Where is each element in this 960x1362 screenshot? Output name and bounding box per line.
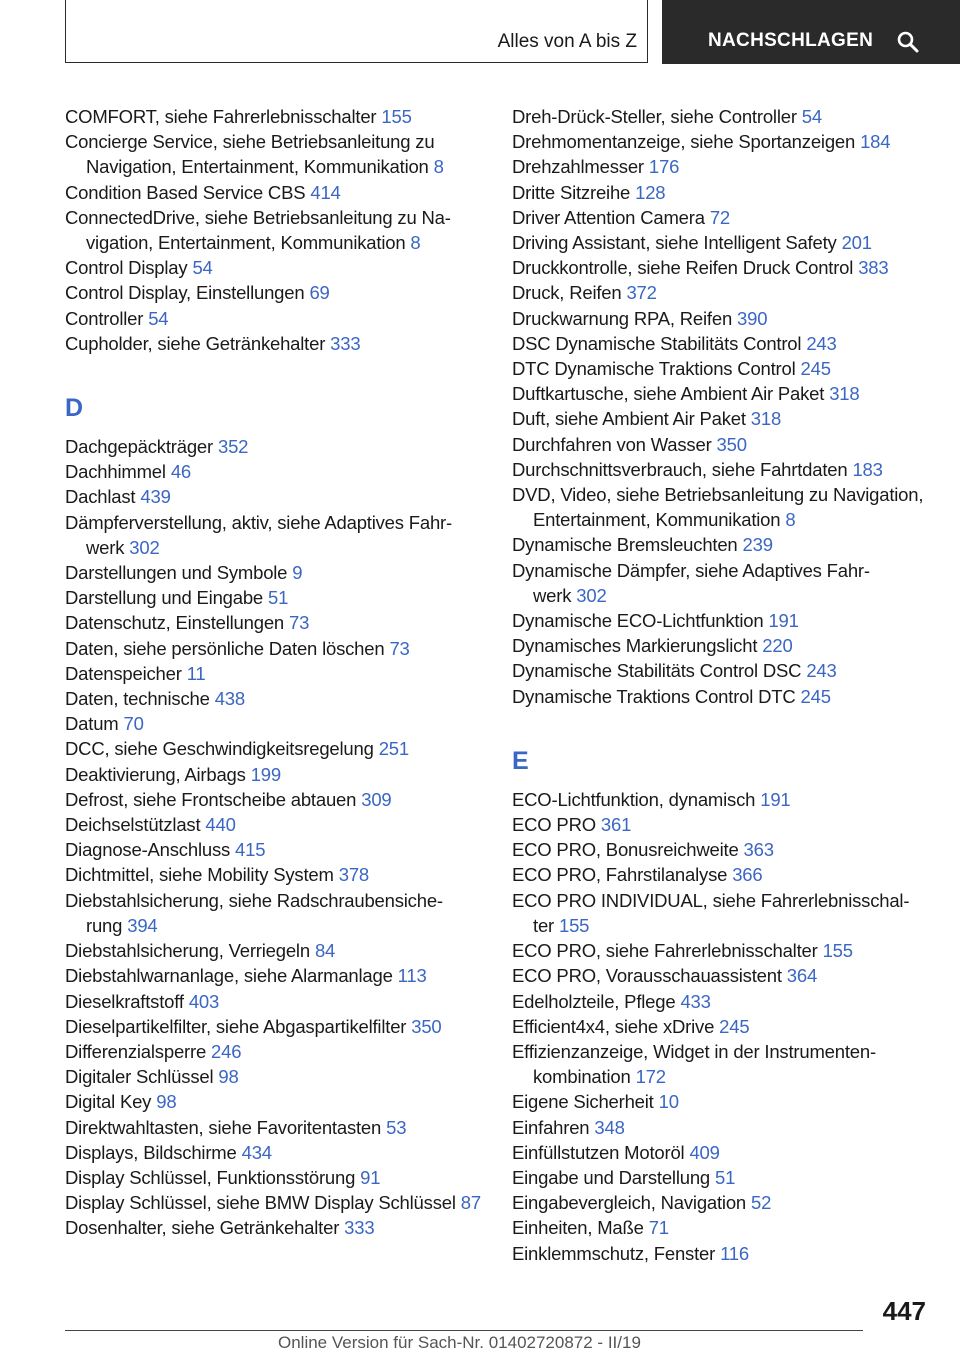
index-entry xyxy=(512,381,932,406)
index-entry-term: Driver Attention Camera xyxy=(512,206,705,228)
index-entry xyxy=(512,938,932,963)
index-entry-term: Darstellungen und Symbole xyxy=(65,562,288,584)
index-entry xyxy=(65,686,485,711)
index-entry-term: Druckkontrolle, siehe Reifen Druck Control xyxy=(512,257,854,279)
index-page-link[interactable]: 72 xyxy=(709,206,730,228)
index-entry xyxy=(512,684,932,709)
index-page-link[interactable]: 70 xyxy=(123,713,144,735)
index-entry-term: Diebstahlsicherung, Verriegeln xyxy=(65,940,310,962)
index-entry-term: Dachlast xyxy=(65,486,136,508)
index-page-link[interactable]: 172 xyxy=(635,1066,666,1088)
index-page-link[interactable]: 361 xyxy=(600,814,632,836)
index-page-link[interactable]: 8 xyxy=(433,156,444,178)
index-entry xyxy=(512,963,932,988)
index-page-link[interactable]: 350 xyxy=(411,1015,442,1037)
index-entry xyxy=(65,636,485,661)
index-entry-term: ECO PRO, Fahrstilanalyse xyxy=(512,864,728,886)
index-entry-term: Dieselkraftstoff xyxy=(65,990,184,1012)
index-page-link[interactable]: 184 xyxy=(860,131,891,153)
index-entry-term: Deichselstützlast xyxy=(65,814,201,836)
index-entry-term: Dachgepäckträger xyxy=(65,436,213,458)
index-page-link[interactable]: 53 xyxy=(386,1116,407,1138)
index-entry xyxy=(512,989,932,1014)
index-page-link[interactable]: 9 xyxy=(292,562,303,584)
index-entry-term: Darstellung und Eingabe xyxy=(65,587,264,609)
index-page-link[interactable]: 352 xyxy=(217,436,249,458)
index-entry-term: DVD, Video, siehe Betriebsanleitung zu Navigation, Entertainment, Kommunikation xyxy=(512,484,924,531)
index-entry xyxy=(512,432,932,457)
header-section-label: NACHSCHLAGEN xyxy=(708,30,874,51)
index-entry xyxy=(65,331,485,356)
index-entry xyxy=(512,230,932,255)
index-page-link[interactable]: 155 xyxy=(559,914,590,936)
index-entry xyxy=(65,484,485,509)
index-page-link[interactable]: 191 xyxy=(768,610,799,632)
index-entry xyxy=(65,1140,485,1165)
index-entry-term: Controller xyxy=(65,307,144,329)
index-entry-term: Durchschnittsverbrauch, siehe Fahrtdaten xyxy=(512,458,848,480)
index-entry xyxy=(65,736,485,761)
index-page-link[interactable]: 309 xyxy=(361,788,392,810)
index-entry-term: ECO PRO, Bonusreichweite xyxy=(512,839,739,861)
index-entry-term: Daten, technische xyxy=(65,688,210,710)
index-page-link[interactable]: 251 xyxy=(378,738,409,760)
index-page-link[interactable]: 191 xyxy=(760,788,791,810)
index-entry-term: Edelholzteile, Pflege xyxy=(512,990,676,1012)
index-entry-term: Control Display xyxy=(65,257,188,279)
index-entry xyxy=(65,1115,485,1140)
index-page-link[interactable]: 199 xyxy=(250,763,281,785)
index-page-link[interactable]: 11 xyxy=(186,662,206,684)
index-page-link[interactable]: 318 xyxy=(829,383,860,405)
index-entry xyxy=(65,1165,485,1190)
index-entry xyxy=(512,1089,932,1114)
index-entry-term: Dachhimmel xyxy=(65,461,166,483)
index-page-link[interactable]: 46 xyxy=(170,461,191,483)
index-entry xyxy=(512,862,932,887)
index-page-link[interactable]: 409 xyxy=(689,1141,720,1163)
index-entry xyxy=(512,1165,932,1190)
index-entry-term: Digitaler Schlüssel xyxy=(65,1066,214,1088)
index-entry-term: Druckwarnung RPA, Reifen xyxy=(512,307,733,329)
index-entry xyxy=(65,459,485,484)
index-entry xyxy=(65,989,485,1014)
index-entry xyxy=(512,608,932,633)
index-entry xyxy=(512,255,932,280)
index-page-link[interactable]: 243 xyxy=(806,660,837,682)
index-entry-term: Direktwahltasten, siehe Favoritentasten xyxy=(65,1116,382,1138)
index-entry xyxy=(65,661,485,686)
index-entry xyxy=(512,1039,932,1089)
index-page-link[interactable]: 415 xyxy=(235,839,266,861)
index-page-link[interactable]: 363 xyxy=(743,839,774,861)
index-page-link[interactable]: 333 xyxy=(330,332,361,354)
index-entry-term: Displays, Bildschirme xyxy=(65,1141,237,1163)
index-page-link[interactable]: 128 xyxy=(635,181,666,203)
index-entry xyxy=(65,787,485,812)
index-page-link[interactable]: 245 xyxy=(800,358,831,380)
index-entry-term: Display Schlüssel, siehe BMW Display Schlüssel xyxy=(65,1192,456,1214)
index-entry-term: Eigene Sicherheit xyxy=(512,1091,654,1113)
index-page-link[interactable]: 91 xyxy=(360,1166,381,1188)
index-page-link[interactable]: 302 xyxy=(129,536,160,558)
index-entry-term: Digital Key xyxy=(65,1091,152,1113)
index-page-link[interactable]: 239 xyxy=(742,534,773,556)
index-page-link[interactable]: 155 xyxy=(381,106,412,127)
index-page-link[interactable]: 364 xyxy=(786,965,818,987)
index-entry-term: Deaktivierung, Airbags xyxy=(65,763,246,785)
index-page-link[interactable]: 390 xyxy=(737,307,768,329)
index-entry xyxy=(512,482,932,532)
index-entry xyxy=(65,560,485,585)
index-entry-term: Cupholder, siehe Getränkehalter xyxy=(65,332,326,354)
index-entry-term: Efficient4x4, siehe xDrive xyxy=(512,1015,715,1037)
index-page-link[interactable]: 438 xyxy=(214,688,245,710)
index-entry-term: Dieselpartikelfilter, siehe Abgaspartikelfilter xyxy=(65,1015,407,1037)
index-entry-term: Diebstahlwarnanlage, siehe Alarmanlage xyxy=(65,965,393,987)
index-entry xyxy=(512,180,932,205)
index-entry-term: Effizienzanzeige, Widget in der Instrumentenkombination xyxy=(512,1040,877,1088)
index-entry-term: Diagnose-Anschluss xyxy=(65,839,231,861)
index-page-link[interactable]: 245 xyxy=(719,1015,750,1037)
index-entry xyxy=(512,356,932,381)
index-page-link[interactable]: 372 xyxy=(626,282,657,304)
index-entry-term: ECO PRO, Vorausschauassistent xyxy=(512,965,782,987)
index-entry xyxy=(512,129,932,154)
index-entry xyxy=(512,888,932,938)
index-entry xyxy=(512,1014,932,1039)
index-entry xyxy=(512,787,932,812)
index-page-link[interactable]: 201 xyxy=(841,232,872,254)
index-entry xyxy=(65,129,485,179)
index-entry-term: Einklemmschutz, Fenster xyxy=(512,1242,716,1264)
index-entry-term: Dritte Sitzreihe xyxy=(512,181,631,203)
index-page-link[interactable]: 433 xyxy=(680,990,711,1012)
index-entry-term: Control Display, Einstellungen xyxy=(65,282,305,304)
page-number: 447 xyxy=(882,1296,926,1326)
index-page-link[interactable]: 245 xyxy=(800,685,831,707)
index-entry-term: ECO PRO, siehe Fahrerlebnisschalter xyxy=(512,940,818,962)
index-entry xyxy=(65,762,485,787)
index-letter-heading: E xyxy=(512,746,529,775)
index-entry-term: COMFORT, siehe Fahrerlebnisschalter xyxy=(65,106,377,127)
index-entry-term: Dämpferverstellung, aktiv, siehe Adaptives Fahrwerk xyxy=(65,511,453,558)
index-entry-term: Dynamische Traktions Control DTC xyxy=(512,685,796,707)
index-entry xyxy=(512,457,932,482)
index-page-link[interactable]: 8 xyxy=(410,232,421,254)
index-entry xyxy=(512,154,932,179)
header-title: Alles von A bis Z xyxy=(497,31,637,52)
index-entry-term: Dynamische Stabilitäts Control DSC xyxy=(512,660,802,682)
index-page-link[interactable]: 10 xyxy=(658,1091,679,1113)
index-letter-heading: D xyxy=(65,394,84,423)
index-page-link[interactable]: 394 xyxy=(127,914,158,936)
index-entry xyxy=(65,711,485,736)
index-entry xyxy=(65,1190,485,1215)
index-entry-term: Daten, siehe persönliche Daten löschen xyxy=(65,637,385,659)
index-entry xyxy=(512,1115,932,1140)
index-page-link[interactable]: 302 xyxy=(576,584,607,606)
index-page-link[interactable]: 116 xyxy=(720,1242,749,1264)
index-entry-term: Dosenhalter, siehe Getränkehalter xyxy=(65,1217,340,1239)
index-entry-term: Einfüllstutzen Motoröl xyxy=(512,1141,685,1163)
index-page-link[interactable]: 183 xyxy=(852,458,883,480)
index-page-link[interactable]: 87 xyxy=(460,1192,481,1214)
index-page-link[interactable]: 69 xyxy=(309,282,330,304)
index-page-link[interactable]: 84 xyxy=(314,940,336,962)
footer-online-version: Online Version für Sach-Nr. 01402720872 - II/19 xyxy=(278,1333,641,1352)
index-entry xyxy=(65,1039,485,1064)
index-entry-term: Diebstahlsicherung, siehe Radschraubensicherung xyxy=(65,889,444,936)
index-entry xyxy=(65,1215,485,1240)
index-entry-term: Differenzialsperre xyxy=(65,1040,207,1062)
index-entry-term: DTC Dynamische Traktions Control xyxy=(512,358,796,380)
index-entry xyxy=(65,205,485,255)
index-page-link[interactable]: 243 xyxy=(806,332,837,354)
index-entry-term: Duft, siehe Ambient Air Paket xyxy=(512,408,746,430)
index-entry xyxy=(512,406,932,431)
index-entry-term: ConnectedDrive, siehe Betriebsanleitung zu Navigation, Entertainment, Kommunikation xyxy=(65,206,451,254)
index-page-link[interactable]: 98 xyxy=(156,1091,177,1113)
index-entry xyxy=(65,888,485,938)
index-entry-term: Datum xyxy=(65,713,119,735)
index-page-link[interactable]: 350 xyxy=(716,433,747,455)
index-column-left xyxy=(65,104,485,1241)
index-entry xyxy=(65,1014,485,1039)
index-entry xyxy=(65,280,485,305)
index-entry-term: Dynamische ECO-Lichtfunktion xyxy=(512,610,764,632)
index-entry-term: Druck, Reifen xyxy=(512,282,622,304)
index-entry xyxy=(65,1089,485,1114)
index-entry xyxy=(65,306,485,331)
index-page-link[interactable]: 220 xyxy=(762,635,793,657)
index-page-link[interactable]: 246 xyxy=(211,1040,242,1062)
index-page-link[interactable]: 54 xyxy=(148,307,169,329)
index-page-link[interactable]: 51 xyxy=(715,1166,736,1188)
index-entry xyxy=(512,1190,932,1215)
index-entry xyxy=(65,434,485,459)
index-entry-term: Concierge Service, siehe Betriebsanleitung zu Navigation, Entertainment, Kommunikation xyxy=(65,131,435,178)
index-page-link[interactable]: 439 xyxy=(140,486,171,508)
index-entry xyxy=(512,658,932,683)
index-entry-term: Einfahren xyxy=(512,1116,590,1138)
index-page-link[interactable]: 440 xyxy=(205,814,236,836)
index-entry-term: Driving Assistant, siehe Intelligent Safety xyxy=(512,232,837,254)
index-entry xyxy=(65,837,485,862)
index-column-right xyxy=(512,104,932,1266)
index-entry-term: Drehmomentanzeige, siehe Sportanzeigen xyxy=(512,131,856,153)
index-entry xyxy=(65,510,485,560)
index-entry xyxy=(65,180,485,205)
index-page-link[interactable]: 71 xyxy=(648,1217,669,1239)
index-entry xyxy=(512,205,932,230)
index-entry-term: Einheiten, Maße xyxy=(512,1217,644,1239)
index-entry-term: ECO PRO INDIVIDUAL, siehe Fahrerlebnisschalter xyxy=(512,889,910,936)
index-entry xyxy=(65,610,485,635)
index-entry xyxy=(512,1241,932,1266)
index-entry-term: Datenschutz, Einstellungen xyxy=(65,612,284,634)
index-page-link[interactable]: 155 xyxy=(822,940,853,962)
index-entry xyxy=(65,862,485,887)
index-entry xyxy=(65,255,485,280)
index-entry xyxy=(512,633,932,658)
index-entry-term: Dichtmittel, siehe Mobility System xyxy=(65,864,334,886)
index-entry-term: Dreh-Drück-Steller, siehe Controller xyxy=(512,106,797,127)
index-entry-term: Condition Based Service CBS xyxy=(65,181,306,203)
index-page-link[interactable]: 176 xyxy=(648,156,680,178)
index-page-link[interactable]: 403 xyxy=(188,990,220,1012)
index-entry xyxy=(512,280,932,305)
index-page-link[interactable]: 73 xyxy=(389,637,410,659)
index-page-link[interactable]: 414 xyxy=(310,181,341,203)
index-entry xyxy=(65,1064,485,1089)
index-page-link[interactable]: 378 xyxy=(338,864,370,886)
index-entry xyxy=(512,532,932,557)
index-page-link[interactable]: 348 xyxy=(594,1116,625,1138)
index-page-link[interactable]: 333 xyxy=(344,1217,375,1239)
footer-divider xyxy=(65,1330,863,1331)
index-entry xyxy=(512,837,932,862)
index-page-link[interactable]: 54 xyxy=(801,106,822,127)
index-page-link[interactable]: 318 xyxy=(750,408,782,430)
index-page-link[interactable]: 113 xyxy=(397,965,427,987)
search-icon[interactable] xyxy=(896,30,920,54)
index-entry xyxy=(65,104,485,129)
index-page-link[interactable]: 8 xyxy=(785,509,796,531)
index-entry-term: Eingabevergleich, Navigation xyxy=(512,1192,747,1214)
index-entry-term: Defrost, siehe Frontscheibe abtauen xyxy=(65,788,357,810)
index-page-link[interactable]: 54 xyxy=(192,257,213,279)
index-entry-term: DCC, siehe Geschwindigkeitsregelung xyxy=(65,738,374,760)
index-entry-term: Durchfahren von Wasser xyxy=(512,433,712,455)
index-entry-term: Display Schlüssel, Funktionsstörung xyxy=(65,1166,356,1188)
header-section-tab[interactable] xyxy=(662,0,960,64)
index-entry xyxy=(512,331,932,356)
index-page-link[interactable]: 434 xyxy=(241,1141,272,1163)
index-entry xyxy=(65,585,485,610)
index-page-link[interactable]: 51 xyxy=(268,587,289,609)
index-entry xyxy=(512,1140,932,1165)
index-page-link[interactable]: 98 xyxy=(218,1066,239,1088)
index-entry xyxy=(65,938,485,963)
index-entry xyxy=(512,306,932,331)
index-entry-term: ECO-Lichtfunktion, dynamisch xyxy=(512,788,756,810)
index-entry-term: Datenspeicher xyxy=(65,662,182,684)
index-entry xyxy=(512,558,932,608)
index-entry-term: Eingabe und Darstellung xyxy=(512,1166,711,1188)
index-entry-term: Duftkartusche, siehe Ambient Air Paket xyxy=(512,383,825,405)
index-entry-term: Dynamisches Markierungslicht xyxy=(512,635,758,657)
index-entry xyxy=(512,812,932,837)
index-page-link[interactable]: 366 xyxy=(732,864,763,886)
index-entry-term: ECO PRO xyxy=(512,814,596,836)
index-entry xyxy=(65,812,485,837)
index-page-link[interactable]: 383 xyxy=(858,257,889,279)
index-entry-term: DSC Dynamische Stabilitäts Control xyxy=(512,332,802,354)
index-page-link[interactable]: 52 xyxy=(751,1192,772,1214)
index-entry-term: Dynamische Bremsleuchten xyxy=(512,534,738,556)
index-entry-term: Dynamische Dämpfer, siehe Adaptives Fahrwerk xyxy=(512,559,871,606)
index-entry xyxy=(512,104,932,129)
index-entry xyxy=(512,1215,932,1240)
index-page-link[interactable]: 73 xyxy=(289,612,310,634)
index-entry xyxy=(65,963,485,988)
index-entry-term: Drehzahlmesser xyxy=(512,156,644,178)
